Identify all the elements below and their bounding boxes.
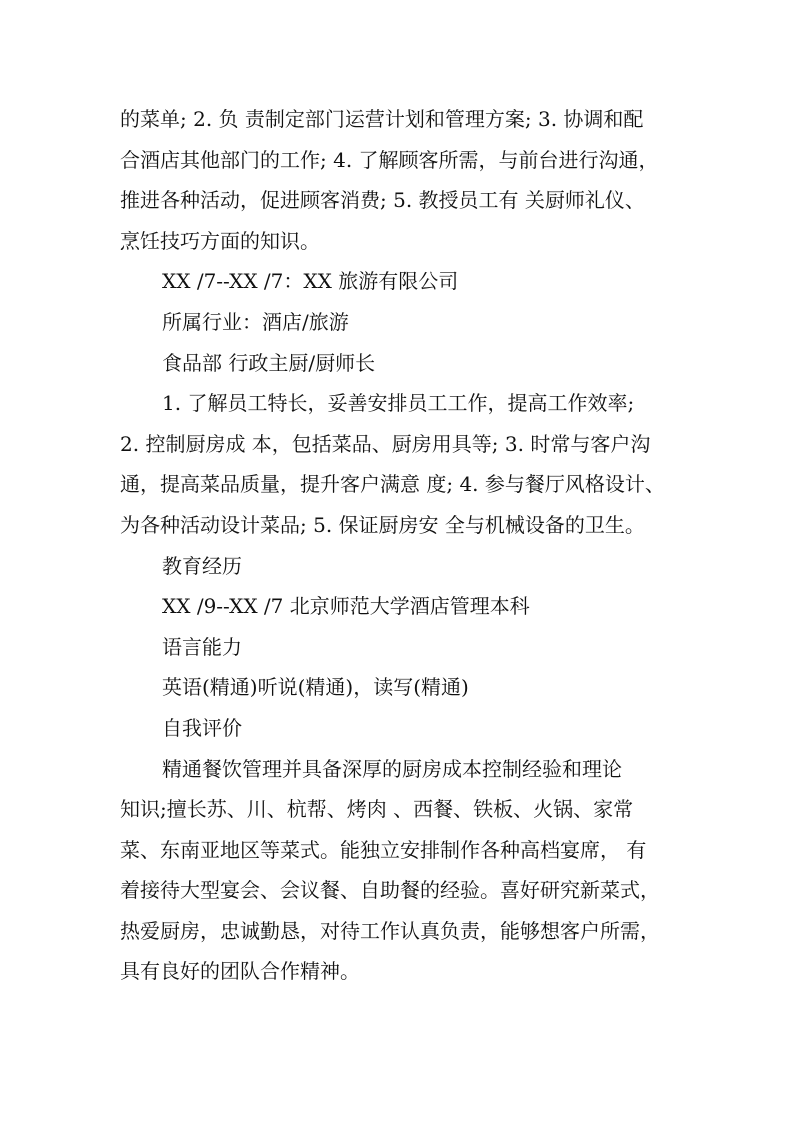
text-line: 推进各种活动，促进顾客消费; 5. 教授员工有 关厨师礼仪、 [120,188,645,213]
text-line: 烹饪技巧方面的知识。 [120,228,320,253]
text-line: 着接待大型宴会、会议餐、自助餐的经验。喜好研究新菜式， [120,878,660,903]
text-line: 合酒店其他部门的工作; 4. 了解顾客所需，与前台进行沟通， [120,147,659,172]
resume-body [120,99,680,992]
position-line: 食品部 行政主厨/厨师长 [162,350,376,375]
education-entry: XX /9--XX /7 北京师范大学酒店管理本科 [162,594,530,619]
text-line: 的菜单; 2. 负 责制定部门运营计划和管理方案; 3. 协调和配 [120,107,644,131]
text-line: 具有良好的团队合作精神。 [120,959,360,984]
text-line: 为各种活动设计菜品; 5. 保证厨房安 全与机械设备的卫生。 [120,512,645,537]
section-heading-education: 教育经历 [162,553,242,578]
section-heading-language: 语言能力 [162,634,242,659]
text-line: 1. 了解员工特长，妥善安排员工工作，提高工作效率; [162,391,635,416]
text-line: 精通餐饮管理并具备深厚的厨房成本控制经验和理论 [162,756,622,781]
work-period: XX /7--XX /7：XX 旅游有限公司 [162,269,459,294]
text-line: 菜、东南亚地区等菜式。能独立安排制作各种高档宴席， 有 [120,837,647,862]
text-line: 知识;擅长苏、川、杭帮、烤肉 、西餐、铁板、火锅、家常 [120,797,634,822]
industry-line: 所属行业：酒店/旅游 [162,309,349,334]
text-line: 2. 控制厨房成 本，包括菜品、厨房用具等; 3. 时常与客户沟 [120,431,651,456]
text-line: 通，提高菜品质量，提升客户满意 度; 4. 参与餐厅风格设计、 [120,472,665,497]
section-heading-self-evaluation: 自我评价 [162,715,242,740]
language-entry: 英语(精通)听说(精通)，读写(精通) [162,675,469,700]
text-line: 热爱厨房，忠诚勤恳，对待工作认真负责，能够想客户所需， [120,918,660,943]
